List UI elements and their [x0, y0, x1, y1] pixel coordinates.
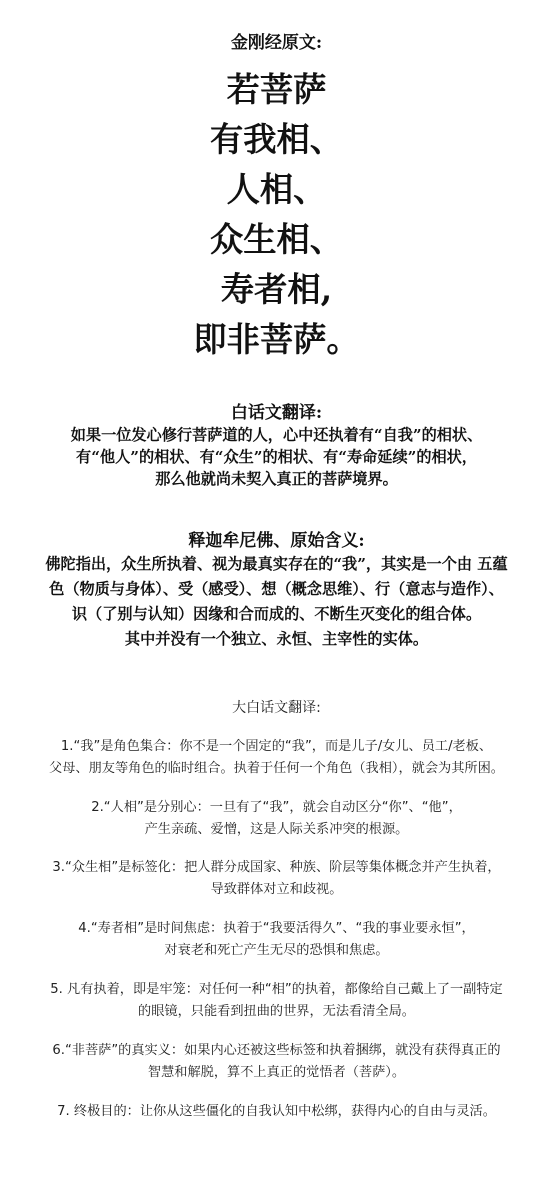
buddha-line: 佛陀指出，众生所执着、视为最真实存在的“我”，其实是一个由 五蕴: [45, 555, 508, 573]
plain-item-3: [0, 857, 553, 901]
plain-item-line: 2.“人相”是分别心：一旦有了“我”，就会自动区分“你”、“他”，: [91, 800, 462, 815]
plain-item-line: 智慧和解脱，算不上真正的觉悟者（菩萨）。: [147, 1065, 406, 1080]
sutra-text: [0, 65, 553, 365]
buddha-paragraph: [0, 552, 553, 652]
sutra-line: 有我相、: [209, 120, 343, 159]
plain-heading: 大白话文翻译:: [232, 700, 321, 716]
vernacular-line: 如果一位发心修行菩萨道的人，心中还执着有“自我”的相状、: [70, 426, 483, 444]
plain-item-2: [0, 797, 553, 841]
plain-item-4: [0, 918, 553, 962]
vernacular-line: 那么他就尚未契入真正的菩萨境界。: [155, 470, 398, 488]
plain-item-line: 6.“非菩萨”的真实义：如果内心还被这些标签和执着捆绑，就没有获得真正的: [52, 1043, 501, 1058]
plain-item-line: 对衰老和死亡产生无尽的恐惧和焦虑。: [164, 943, 389, 958]
plain-item-5: [0, 979, 553, 1023]
plain-item-6: [0, 1040, 553, 1084]
vernacular-paragraph: [0, 424, 553, 490]
sutra-line: 人相、: [226, 170, 327, 209]
buddha-line: 色（物质与身体）、受（感受）、想（概念思维）、行（意志与造作）、: [49, 580, 504, 598]
plain-item-1: [0, 736, 553, 780]
plain-item-line: 7. 终极目的：让你从这些僵化的自我认知中松绑，获得内心的自由与灵活。: [57, 1104, 496, 1119]
sutra-line: 即非菩萨。: [193, 320, 360, 359]
sutra-line: 众生相、: [209, 220, 343, 259]
original-heading: 金刚经原文:: [230, 33, 323, 53]
plain-item-line: 3.“众生相”是标签化：把人群分成国家、种族、阶层等集体概念并产生执着，: [52, 860, 501, 875]
plain-item-line: 5. 凡有执着，即是牢笼：对任何一种“相”的执着，都像给自己戴上了一副特定: [50, 982, 503, 997]
buddha-heading: 释迦牟尼佛、原始含义:: [188, 531, 365, 551]
buddha-line: 识（了别与认知）因缘和合而成的、不断生灭变化的组合体。: [71, 605, 482, 623]
plain-item-line: 导致群体对立和歧视。: [210, 882, 343, 897]
plain-item-7: [0, 1101, 553, 1123]
sutra-line: 若菩萨: [226, 70, 327, 109]
vernacular-line: 有“他人”的相状、有“众生”的相状、有“寿命延续”的相状，: [76, 448, 477, 466]
plain-item-line: 的眼镜，只能看到扭曲的世界，无法看清全局。: [138, 1004, 415, 1019]
vernacular-heading: 白话文翻译:: [230, 403, 323, 423]
plain-item-line: 父母、朋友等角色的临时组合。执着于任何一个角色（我相），就会为其所困。: [49, 761, 504, 776]
sutra-line: 寿者相,: [220, 270, 333, 309]
buddha-line: 其中并没有一个独立、永恒、主宰性的实体。: [124, 630, 429, 648]
plain-item-line: 产生亲疏、爱憎，这是人际关系冲突的根源。: [144, 822, 409, 837]
plain-item-line: 1.“我”是角色集合：你不是一个固定的“我”，而是儿子/女儿、员工/老板、: [60, 739, 493, 754]
plain-item-line: 4.“寿者相”是时间焦虑：执着于“我要活得久”、“我的事业要永恒”，: [78, 921, 475, 936]
